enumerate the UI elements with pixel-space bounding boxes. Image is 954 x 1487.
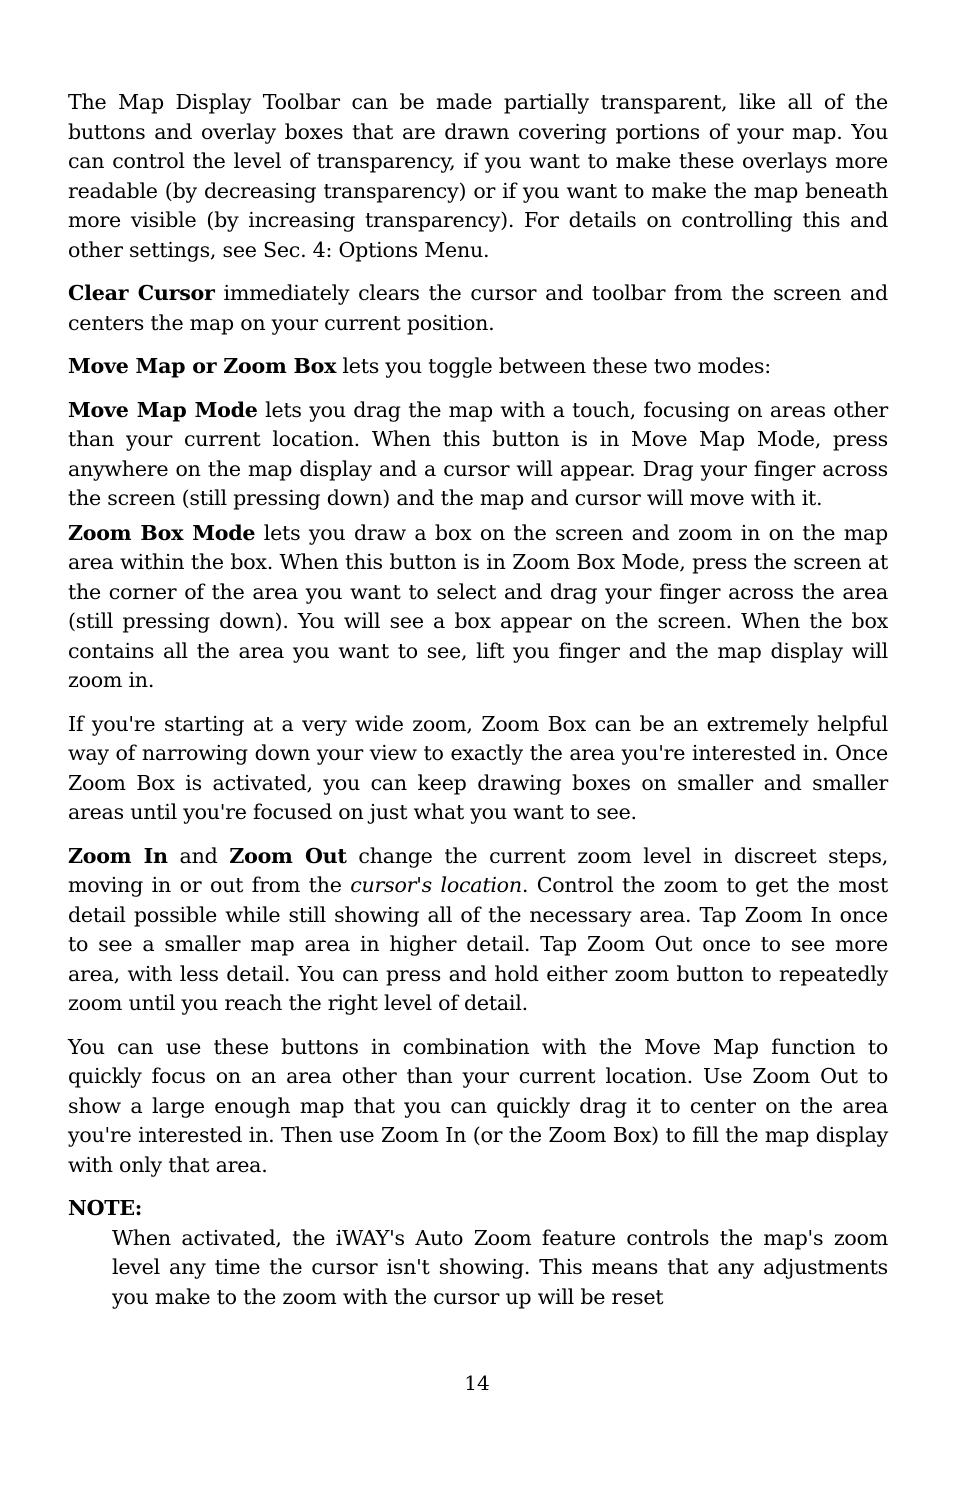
combination-tip-text: You can use these buttons in combination with the Move Map function to quickly focus on an area other than your current location. Use Zoom Out to show a large enough map that you can quickly drag it to center on the area you're interested in. Then use Zoom In (or the Zoom Box) to fill the map display with only that area. [68, 1034, 888, 1177]
move-map-or-zoom-box-description: lets you toggle between these two modes: [336, 354, 771, 378]
paragraph-clear-cursor [68, 279, 888, 338]
term-move-map-or-zoom-box: Move Map or Zoom Box [68, 354, 337, 378]
note-block [68, 1194, 888, 1312]
paragraph-zoom-box-mode [68, 519, 888, 696]
note-body: When activated, the iWAY's Auto Zoom feature controls the map's zoom level any time the cursor isn't showing. This means that any adjustments you make to the zoom with the cursor up will be reset [112, 1225, 888, 1309]
paragraph-move-map-or-zoom-box [68, 352, 888, 382]
move-map-mode-description: lets you drag the map with a touch, focusing on areas other than your current location. When this button is in Move Map Mode, press anywhere on the map display and a cursor will appear. Drag your finger across the screen (still pressing down) and the map and cursor will move with it. [68, 397, 889, 510]
zoom-box-tip-text: If you're starting at a very wide zoom, Zoom Box can be an extremely helpful way of narrowing down your view to exactly the area you're interested in. Once Zoom Box is activated, you can keep drawing boxes on smaller and smaller areas until you're focused on just what you want to see. [68, 711, 888, 824]
conjunction-and: and [167, 843, 230, 868]
paragraph-combination-tip [68, 1033, 888, 1181]
term-zoom-out: Zoom Out [229, 843, 347, 868]
paragraph-transparency-text: The Map Display Toolbar can be made partially transparent, like all of the buttons and overlay boxes that are drawn covering portions of your map. You can control the level of transparency, if you want to make these overlays more readable (by decreasing transparency) or if you want to make the map beneath more visible (by increasing transparency). For details on controlling this and other settings, see Sec. 4: Options Menu. [68, 90, 888, 262]
document-body [68, 88, 888, 1312]
paragraph-transparency [68, 88, 888, 265]
paragraph-zoom-box-tip [68, 710, 888, 828]
page-number: 14 [464, 1371, 490, 1395]
cursor-location-emphasis: cursor's location [350, 873, 522, 897]
term-clear-cursor: Clear Cursor [68, 281, 215, 305]
clear-cursor-description: immediately clears the cursor and toolbar from the screen and centers the map on your current position. [68, 281, 888, 335]
zoom-box-mode-description: lets you draw a box on the screen and zoom in on the map area within the box. When this button is in Zoom Box Mode, press the screen at the corner of the area you want to select and drag your finger across the area (still pressing down). You will see a box appear on the screen. When the box contains all the area you want to see, lift you finger and the map display will zoom in. [68, 520, 888, 692]
paragraph-move-map-mode [68, 396, 888, 514]
term-zoom-box-mode: Zoom Box Mode [68, 520, 256, 545]
zoom-in-out-description-part2: . Control the zoom to get the most detail possible while still showing all of the necessary area. Tap Zoom In once to see a smaller map area in higher detail. Tap Zoom Out once to see more area, with less detail. You can press and hold either zoom button to repeatedly zoom until you reach the right level of detail. [68, 873, 888, 1015]
paragraph-zoom-in-out [68, 842, 888, 1019]
term-move-map-mode: Move Map Mode [68, 397, 258, 422]
zoom-in-out-description-part1: change the current zoom level in discreet steps, moving in or out from the [68, 843, 889, 897]
term-zoom-in: Zoom In [68, 843, 168, 868]
note-heading: NOTE: [68, 1196, 143, 1220]
